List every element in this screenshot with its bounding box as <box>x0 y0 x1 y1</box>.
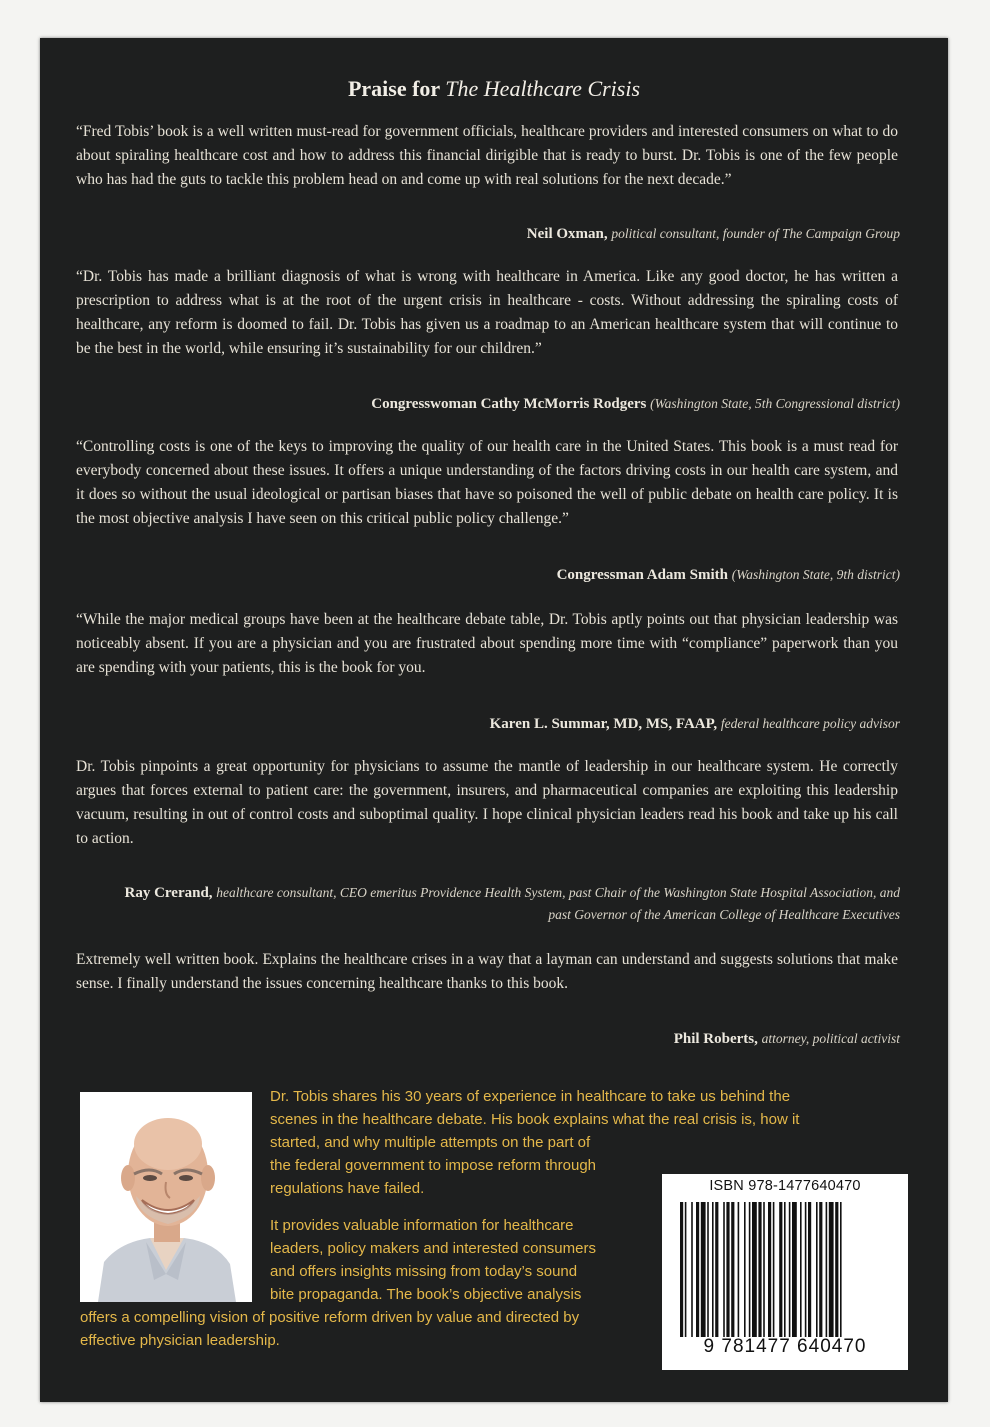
bio-line-8: and offers insights missing from today’s sound <box>270 1263 578 1280</box>
bio-line-4: the federal government to impose reform through <box>270 1157 597 1174</box>
bio-line-9: bite propaganda. The book’s objective analysis <box>270 1286 582 1303</box>
barcode-bar <box>816 1202 818 1337</box>
testimonial-quote-5: Dr. Tobis pinpoints a great opportunity for physicians to assume the mantle of leadership in our healthcare system. He correctly argues that forces external to patient care: the government, insurers, and pharmaceutical companies are exploiting this leadership vacuum, resulting in out of control costs and suboptimal quality. I hope clinical physician leaders read his book and take up his call to action. <box>76 758 898 847</box>
barcode-bar <box>789 1202 791 1337</box>
testimonial-quote-4: “While the major medical groups have been at the healthcare debate table, Dr. Tobis aptly points out that physician leadership was noticeably absent. If you are a physician and you are frustrated about spending more time with “compliance” paperwork than you are spending with your patients, this is the book for you. <box>76 611 898 676</box>
bio-line-11: effective physician leadership. <box>80 1332 280 1349</box>
testimonial-attribution-3 <box>140 564 900 586</box>
barcode-bar <box>680 1202 683 1337</box>
attribution-role: healthcare consultant, CEO emeritus Providence Health System, past Chair of the Washington State Hospital Association, and past Governor of the American College of Healthcare Executives <box>216 885 900 922</box>
testimonial-quote-3: “Controlling costs is one of the keys to improving the quality of our health care in the United States. This book is a must read for everybody concerned about these issues. It offers a unique understanding of the factors driving costs in our health care system, and it does so without the usual ideological or partisan biases that have so poisoned the well of public debate on health care policy. It is the most objective analysis I have seen on this critical public policy challenge.” <box>76 438 898 527</box>
barcode-bar <box>726 1202 729 1337</box>
attribution-role: (Washington State, 9th district) <box>731 567 900 582</box>
barcode-bar <box>707 1202 709 1337</box>
author-portrait-icon <box>80 1092 252 1302</box>
testimonial-quote-6: Extremely well written book. Explains the healthcare crises in a way that a layman can understand and suggests solutions that make sense. I finally understand the issues concerning healthcare thanks to this book. <box>76 951 898 992</box>
bio-line-2: scenes in the healthcare debate. His book explains what the real crisis is, how it <box>270 1111 800 1128</box>
barcode-bar <box>763 1202 765 1337</box>
attribution-name: Congresswoman Cathy McMorris Rodgers <box>371 396 647 412</box>
bio-line-10: offers a compelling vision of positive reform driven by value and directed by <box>80 1309 580 1326</box>
barcode-bar <box>738 1202 740 1337</box>
barcode-bars <box>680 1202 888 1337</box>
attribution-role: attorney, political activist <box>761 1031 900 1046</box>
testimonial-quote-1: “Fred Tobis’ book is a well written must-read for government officials, healthcare providers and interested consumers on what to do about spiraling healthcare cost and how to address this financial dirigible that is ready to burst. Dr. Tobis is one of the few people who has had the guts to tackle this problem head on and come up with real solutions for the next decade.” <box>76 123 898 188</box>
barcode-bar <box>696 1202 699 1337</box>
testimonial-attribution-4 <box>140 713 900 735</box>
author-photo <box>80 1092 252 1302</box>
attribution-name: Phil Roberts, <box>673 1031 758 1047</box>
testimonial-quote-2: “Dr. Tobis has made a brilliant diagnosis of what is wrong with healthcare in America. Like any good doctor, he has written a prescription to address what is at the root of the urgent crisis in healthcare - costs. Without addressing the spiraling costs of healthcare, any reform is doomed to fail. Dr. Tobis has given us a roadmap to an American healthcare system that will continue to be the best in the world, while ensuring it’s sustainability for our children.” <box>76 268 898 357</box>
barcode-bar <box>826 1202 828 1337</box>
book-title: The Healthcare Crisis <box>445 76 641 101</box>
attribution-name: Ray Crerand, <box>124 885 213 901</box>
barcode-bar <box>805 1202 807 1337</box>
isbn-barcode <box>662 1174 908 1370</box>
praise-prefix: Praise for <box>347 76 440 101</box>
barcode-bar <box>819 1202 822 1337</box>
barcode-bar <box>835 1202 838 1337</box>
bio-line-5: regulations have failed. <box>270 1180 425 1197</box>
barcode-bar <box>768 1202 771 1337</box>
barcode-bar <box>691 1202 693 1337</box>
barcode-bar <box>752 1202 757 1337</box>
barcode-bar <box>749 1202 751 1337</box>
bio-line-1: Dr. Tobis shares his 30 years of experience in healthcare to take us behind the <box>270 1088 791 1105</box>
barcode-bar <box>779 1202 782 1337</box>
barcode-bar <box>685 1202 687 1337</box>
bio-line-7: leaders, policy makers and interested consumers <box>270 1240 596 1257</box>
testimonial-attribution-2 <box>140 393 900 415</box>
barcode-bar <box>808 1202 811 1337</box>
barcode-bar <box>723 1202 725 1337</box>
barcode-bar <box>701 1202 706 1337</box>
barcode-bar <box>829 1202 834 1337</box>
attribution-name: Neil Oxman, <box>526 226 608 242</box>
attribution-role: political consultant, founder of The Campaign Group <box>611 226 900 241</box>
attribution-role: (Washington State, 5th Congressional district) <box>650 396 900 411</box>
barcode-bar <box>744 1202 746 1337</box>
attribution-role: federal healthcare policy advisor <box>720 716 900 731</box>
testimonial-attribution-1 <box>140 223 900 245</box>
barcode-bar <box>712 1202 714 1337</box>
barcode-digits: 9 781477 640470 <box>703 1336 867 1357</box>
barcode-bar <box>840 1202 842 1337</box>
barcode-bar <box>731 1202 734 1337</box>
barcode-bar <box>715 1202 718 1337</box>
praise-heading <box>40 76 948 102</box>
isbn-label: ISBN 978-1477640470 <box>709 1178 861 1194</box>
barcode-bar <box>784 1202 786 1337</box>
bio-line-6: It provides valuable information for healthcare <box>270 1217 574 1234</box>
attribution-name: Congressman Adam Smith <box>556 567 728 583</box>
testimonial-attribution-5 <box>110 882 900 926</box>
attribution-name: Karen L. Summar, MD, MS, FAAP, <box>489 716 718 732</box>
book-back-cover <box>40 38 948 1402</box>
barcode-bar <box>792 1202 797 1337</box>
barcode-bar <box>800 1202 802 1337</box>
barcode-bar <box>773 1202 775 1337</box>
bio-line-3: started, and why multiple attempts on the part of <box>270 1134 591 1151</box>
testimonial-attribution-6 <box>140 1028 900 1050</box>
barcode-bar <box>758 1202 761 1337</box>
